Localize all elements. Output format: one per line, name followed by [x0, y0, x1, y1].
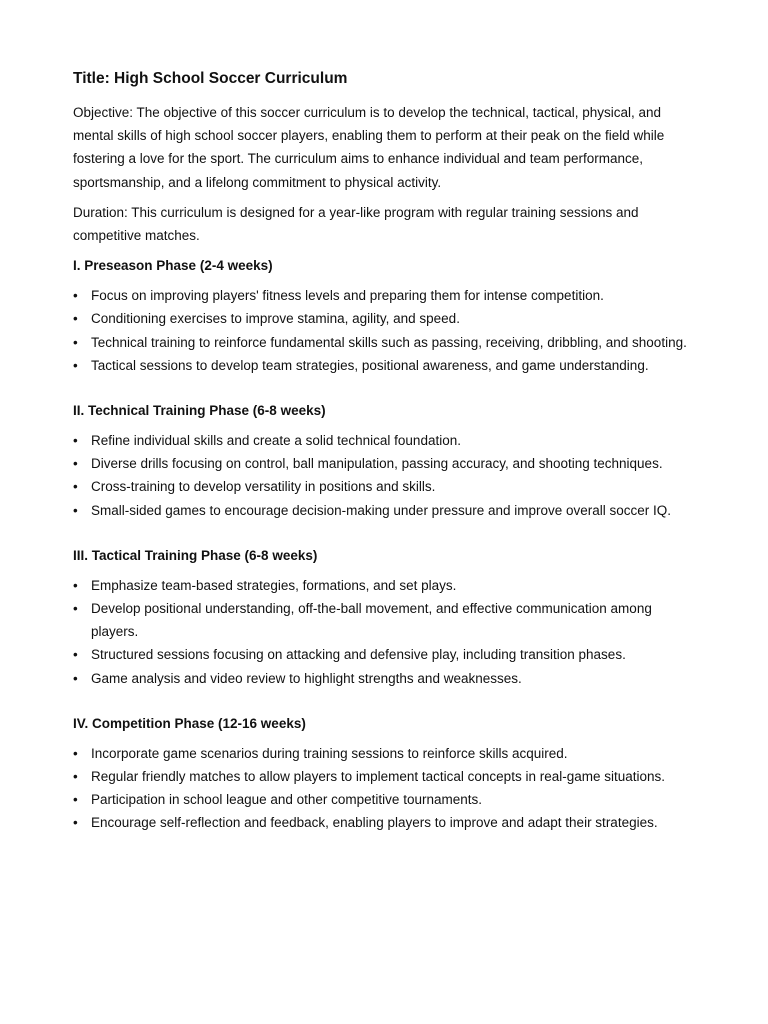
- bullet-icon: •: [73, 577, 78, 593]
- bullet-icon: •: [73, 769, 78, 785]
- bullet-icon: •: [73, 288, 78, 304]
- list-item-text: Emphasize team-based strategies, formations, and set plays.: [91, 577, 457, 593]
- bullet-icon: •: [73, 311, 78, 327]
- list-item: [73, 354, 696, 377]
- list-item: [73, 597, 696, 643]
- list-item: [73, 742, 696, 765]
- list-item-text: Structured sessions focusing on attacking and defensive play, including transition phases.: [91, 647, 626, 663]
- section-heading: IV. Competition Phase (12-16 weeks): [73, 715, 306, 731]
- section-technical-training: [73, 399, 696, 522]
- bullet-icon: •: [73, 792, 78, 808]
- document-title: Title: High School Soccer Curriculum: [73, 70, 348, 87]
- list-item: [73, 667, 696, 690]
- bullet-icon: •: [73, 601, 78, 617]
- list-item: [73, 765, 696, 788]
- bullet-icon: •: [73, 456, 78, 472]
- list-item-text: Regular friendly matches to allow players to implement tactical concepts in real-game situations.: [91, 769, 666, 785]
- bullet-icon: •: [73, 745, 78, 761]
- bullet-icon: •: [73, 647, 78, 663]
- list-item: [73, 307, 696, 330]
- section-heading: II. Technical Training Phase (6-8 weeks): [73, 403, 326, 419]
- list-item: [73, 475, 696, 498]
- list-item-text: Participation in school league and other competitive tournaments.: [91, 792, 482, 808]
- list-item-text: Refine individual skills and create a solid technical foundation.: [91, 433, 461, 449]
- list-item-text: Tactical sessions to develop team strategies, positional awareness, and game understanding.: [91, 357, 649, 373]
- bullet-icon: •: [73, 334, 78, 350]
- list-item: [73, 429, 696, 452]
- list-item-text: Encourage self-reflection and feedback, enabling players to improve and adapt their strategies.: [91, 815, 658, 831]
- list-item-text: Develop positional understanding, off-the-ball movement, and effective communication among players.: [91, 601, 652, 640]
- list-item-text: Technical training to reinforce fundamental skills such as passing, receiving, dribbling, and shooting.: [91, 334, 687, 350]
- list-item-text: Focus on improving players' fitness levels and preparing them for intense competition.: [91, 288, 604, 304]
- list-item-text: Cross-training to develop versatility in positions and skills.: [91, 479, 436, 495]
- section-tactical-training: [73, 544, 696, 690]
- bullet-list: [73, 574, 696, 690]
- bullet-icon: •: [73, 502, 78, 518]
- bullet-icon: •: [73, 815, 78, 831]
- list-item-text: Game analysis and video review to highlight strengths and weaknesses.: [91, 670, 522, 686]
- list-item: [73, 284, 696, 307]
- list-item: [73, 788, 696, 811]
- bullet-icon: •: [73, 357, 78, 373]
- section-preseason: [73, 254, 696, 377]
- bullet-icon: •: [73, 670, 78, 686]
- list-item: [73, 643, 696, 666]
- duration-paragraph: Duration: This curriculum is designed for a year-like program with regular training sessions and competitive matches.: [73, 204, 639, 244]
- list-item-text: Conditioning exercises to improve stamina, agility, and speed.: [91, 311, 460, 327]
- list-item: [73, 331, 696, 354]
- list-item: [73, 574, 696, 597]
- list-item: [73, 811, 696, 834]
- bullet-list: [73, 742, 696, 835]
- bullet-list: [73, 429, 696, 522]
- section-heading: I. Preseason Phase (2-4 weeks): [73, 258, 273, 274]
- section-heading: III. Tactical Training Phase (6-8 weeks): [73, 547, 318, 563]
- sections-container: [73, 254, 696, 834]
- list-item: [73, 499, 696, 522]
- bullet-list: [73, 284, 696, 377]
- list-item-text: Incorporate game scenarios during training sessions to reinforce skills acquired.: [91, 745, 568, 761]
- section-competition: [73, 712, 696, 835]
- list-item-text: Small-sided games to encourage decision-making under pressure and improve overall soccer IQ.: [91, 502, 672, 518]
- bullet-icon: •: [73, 479, 78, 495]
- bullet-icon: •: [73, 433, 78, 449]
- list-item: [73, 452, 696, 475]
- list-item-text: Diverse drills focusing on control, ball manipulation, passing accuracy, and shooting techniques.: [91, 456, 663, 472]
- objective-paragraph: Objective: The objective of this soccer curriculum is to develop the technical, tactical, physical, and mental skills of high school soccer players, enabling them to perform at their peak on the field while fostering a love for the sport. The curriculum aims to enhance individual and team performance, sportsmanship, and a lifelong commitment to physical activity.: [73, 105, 665, 190]
